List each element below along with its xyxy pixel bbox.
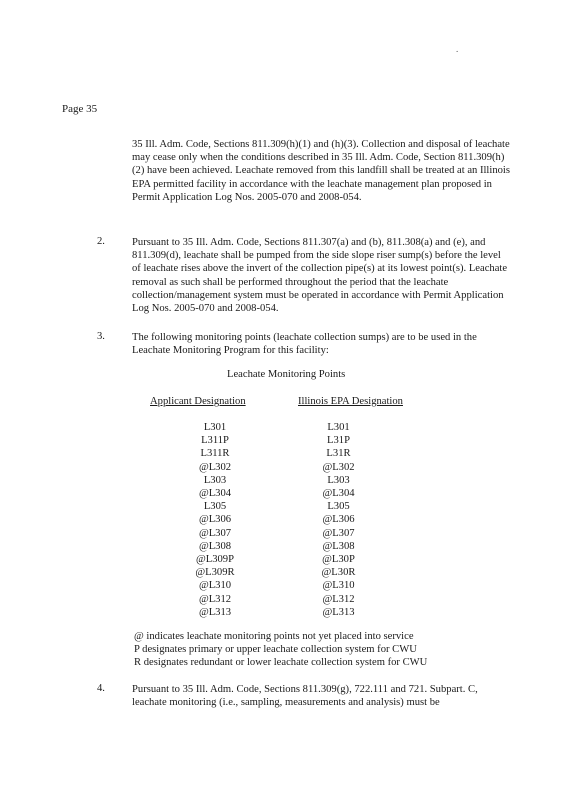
corner-mark: .: [456, 44, 459, 54]
applicant-cell: @L312: [198, 593, 232, 605]
epa-cell: L305: [327, 501, 350, 513]
applicant-cell: @L307: [198, 527, 232, 539]
column-header-applicant: Applicant Designation: [150, 396, 246, 407]
item-4-text: Pursuant to 35 Ill. Adm. Code, Sections 811.309(g), 722.111 and 721. Subpart. C, leachate monitoring (i.e., sampling, measurements and analysis) must be: [132, 684, 478, 709]
epa-cell: @L306: [322, 514, 355, 526]
applicant-cell: L311P: [201, 435, 229, 447]
epa-cell: @L302: [322, 461, 355, 473]
epa-cell: @L30P: [322, 554, 355, 566]
table-title: Leachate Monitoring Points: [227, 369, 346, 380]
epa-cell: @L307: [322, 527, 355, 539]
applicant-cell: @L310: [198, 580, 232, 592]
applicant-cell: @L306: [198, 514, 232, 526]
applicant-cell: @L302: [198, 461, 232, 473]
item-3-number: 3.: [97, 331, 105, 342]
item-3-text: The following monitoring points (leachate collection sumps) are to be used in the Leachate Monitoring Program for this facility:: [132, 332, 477, 357]
applicant-designation-list: [180, 421, 250, 619]
note-line: P designates primary or upper leachate collection system for CWU: [134, 644, 417, 656]
epa-cell: @L308: [322, 540, 355, 552]
item-2-text: Pursuant to 35 Ill. Adm. Code, Sections 811.307(a) and (b), 811.308(a) and (e), and 811.309(d), leachate shall be pumped from the side slope riser sump(s) before the level of leachate rises above the invert of the collection pipe(s) at its lowest point(s). Leachate removal as such shall be performed throughout the period that the leachate collection/management system must be operated in accordance with Permit Application Log Nos. 2005-070 and 2008-054.: [132, 237, 508, 315]
continuation-paragraph: 35 Ill. Adm. Code, Sections 811.309(h)(1) and (h)(3). Collection and disposal of leachate may cease only when the conditions described in 35 Ill. Adm. Code, Section 811.309(h)(2) have been achieved. Leachate removed from this landfill shall be treated at an Illinois EPA permitted facility in accordance with the leachate management plan proposed in Permit Application Log Nos. 2005-070 and 2008-054.: [132, 139, 510, 203]
applicant-cell: @L304: [198, 488, 232, 500]
epa-cell: L31P: [327, 435, 350, 447]
item-4-number: 4.: [97, 683, 105, 694]
applicant-cell: L301: [203, 422, 227, 433]
applicant-cell: L303: [203, 474, 227, 486]
note-line: @ indicates leachate monitoring points not yet placed into service: [134, 631, 414, 642]
page-number: Page 35: [62, 103, 98, 115]
applicant-cell: L305: [203, 501, 227, 513]
applicant-cell: @L308: [198, 540, 232, 552]
applicant-cell: @L313: [198, 606, 232, 618]
epa-designation-list: [316, 421, 361, 619]
note-line: R designates redundant or lower leachate collection system for CWU: [134, 657, 428, 669]
epa-cell: L301: [327, 422, 350, 433]
epa-cell: @L310: [322, 580, 355, 592]
legend-notes: [134, 630, 427, 670]
applicant-cell: @L309R: [195, 567, 235, 579]
epa-cell: @L312: [322, 593, 355, 605]
item-2-number: 2.: [97, 236, 105, 247]
applicant-cell: L311R: [200, 448, 230, 460]
epa-cell: L303: [327, 474, 350, 486]
epa-cell: @L30R: [321, 567, 356, 579]
epa-cell: @L313: [322, 606, 355, 618]
epa-cell: @L304: [322, 488, 355, 500]
column-header-epa: Illinois EPA Designation: [298, 396, 403, 407]
epa-cell: L31R: [326, 448, 351, 460]
applicant-cell: @L309P: [195, 554, 234, 566]
